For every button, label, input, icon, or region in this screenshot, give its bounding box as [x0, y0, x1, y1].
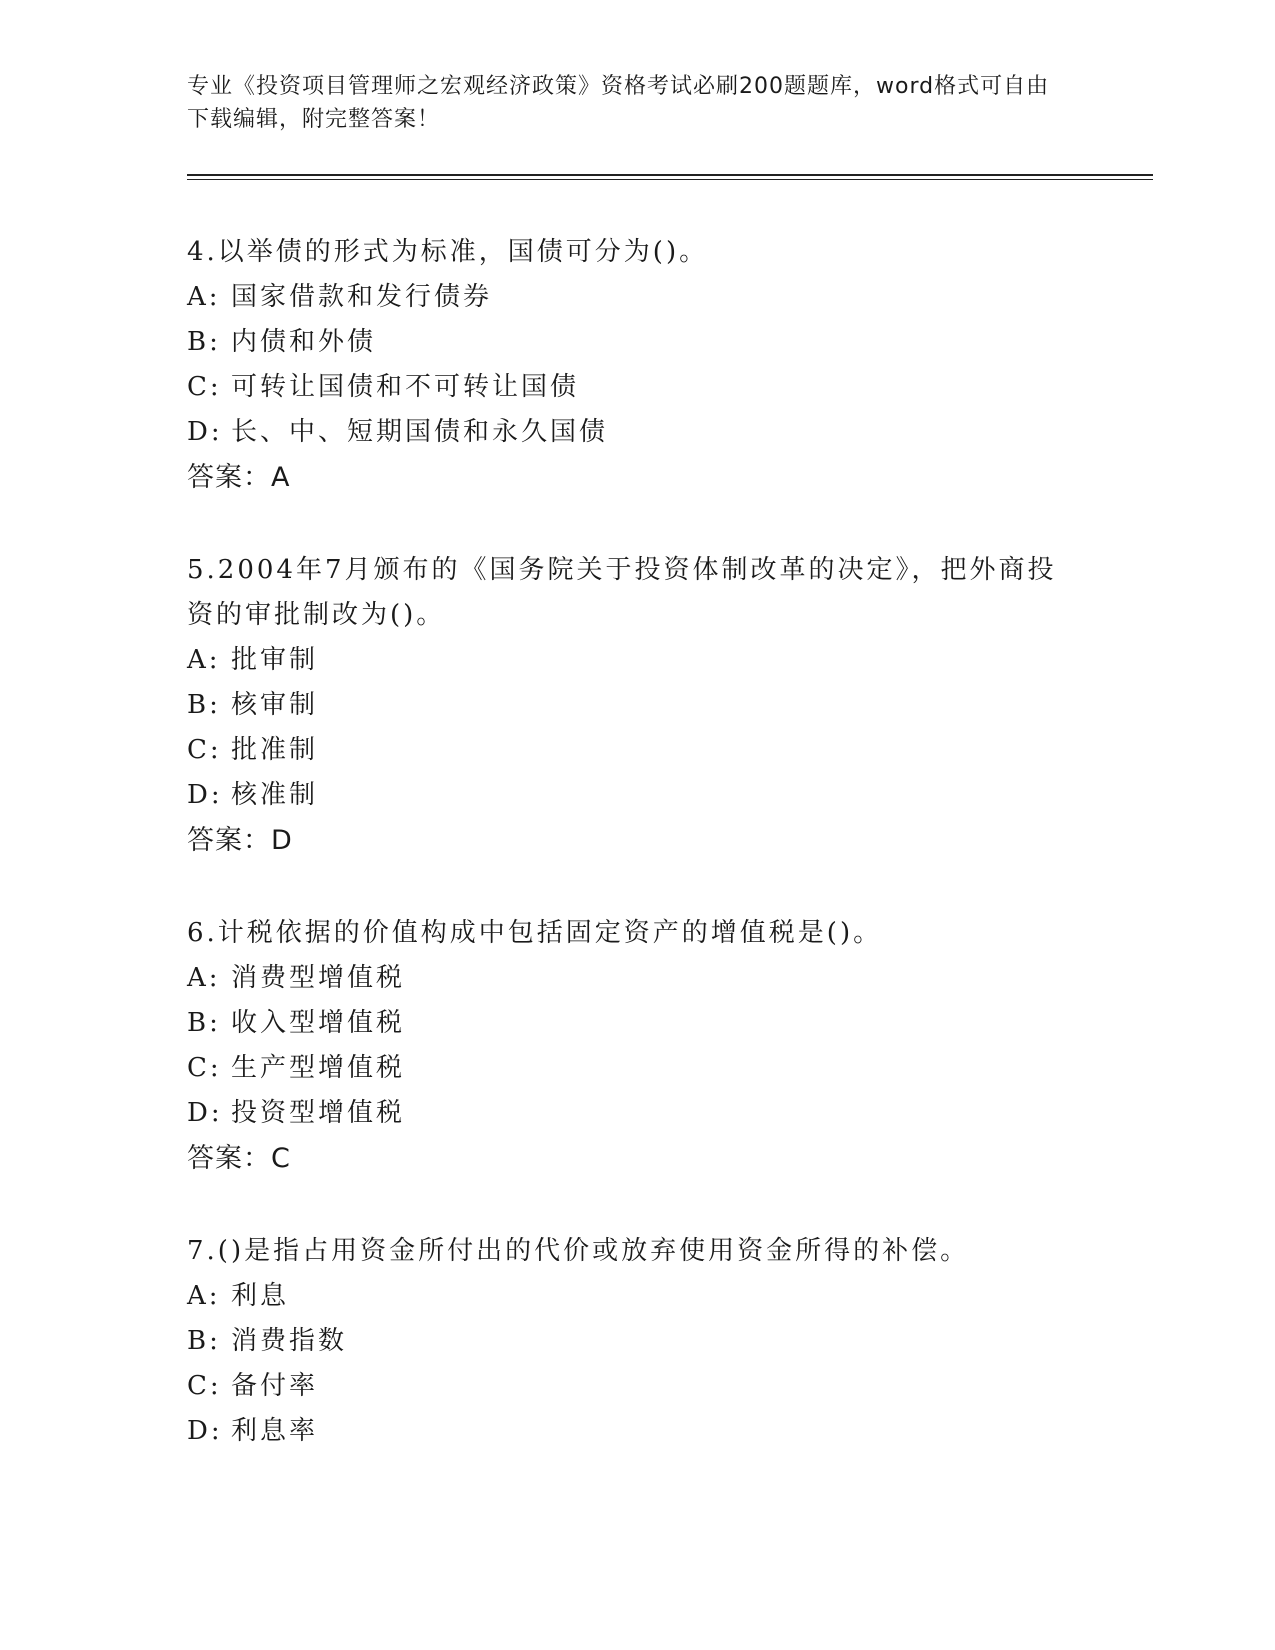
option-letter: A: [187, 963, 221, 993]
option-text: 可转让国债和不可转让国债 [231, 372, 580, 402]
option-a [187, 275, 1153, 320]
option-text: 内债和外债 [231, 327, 377, 357]
option-c [187, 728, 1153, 773]
option-c [187, 365, 1153, 410]
option-text: 利息 [231, 1281, 290, 1311]
option-b [187, 683, 1153, 728]
option-text: 核准制 [231, 780, 319, 810]
question-4 [187, 230, 1153, 501]
option-text: 生产型增值税 [231, 1053, 406, 1083]
answer-line: 答案：C [187, 1143, 291, 1174]
option-letter: B: [187, 1326, 221, 1356]
option-a [187, 638, 1153, 683]
question-5 [187, 548, 1153, 864]
option-letter: C: [187, 1371, 222, 1401]
option-letter: C: [187, 735, 222, 765]
question-7 [187, 1229, 1153, 1454]
option-d [187, 1091, 1153, 1136]
document-page [187, 70, 1153, 1501]
option-letter: A: [187, 645, 221, 675]
question-stem: 4.以举债的形式为标准，国债可分为()。 [187, 237, 709, 267]
question-list [187, 230, 1153, 1454]
option-letter: B: [187, 690, 221, 720]
header-divider [187, 174, 1153, 180]
option-letter: A: [187, 282, 221, 312]
option-text: 国家借款和发行债券 [231, 282, 493, 312]
answer-line: 答案：D [187, 825, 293, 856]
option-letter: D: [187, 780, 223, 810]
option-letter: D: [187, 1098, 223, 1128]
option-d [187, 773, 1153, 818]
option-c [187, 1046, 1153, 1091]
option-letter: D: [187, 417, 223, 447]
option-letter: C: [187, 1053, 222, 1083]
option-text: 利息率 [231, 1416, 319, 1446]
option-text: 长、中、短期国债和永久国债 [231, 417, 609, 447]
option-text: 批准制 [231, 735, 319, 765]
option-letter: B: [187, 1008, 221, 1038]
option-letter: D: [187, 1416, 223, 1446]
option-text: 消费指数 [231, 1326, 348, 1356]
document-header: 专业《投资项目管理师之宏观经济政策》资格考试必刷200题题库，word格式可自由下载编辑，附完整答案！ [187, 74, 1050, 132]
question-stem: 6.计税依据的价值构成中包括固定资产的增值税是()。 [187, 918, 883, 948]
option-c [187, 1364, 1153, 1409]
option-text: 投资型增值税 [231, 1098, 406, 1128]
option-a [187, 1274, 1153, 1319]
option-b [187, 1001, 1153, 1046]
option-d [187, 410, 1153, 455]
option-letter: B: [187, 327, 221, 357]
option-a [187, 956, 1153, 1001]
option-text: 备付率 [231, 1371, 319, 1401]
option-text: 消费型增值税 [231, 963, 406, 993]
option-letter: C: [187, 372, 222, 402]
option-letter: A: [187, 1281, 221, 1311]
question-6 [187, 911, 1153, 1182]
option-text: 收入型增值税 [231, 1008, 406, 1038]
option-text: 核审制 [231, 690, 319, 720]
question-stem: 5.2004年7月颁布的《国务院关于投资体制改革的决定》，把外商投资的审批制改为()。 [187, 555, 1057, 630]
option-b [187, 320, 1153, 365]
option-text: 批审制 [231, 645, 319, 675]
option-d [187, 1409, 1153, 1454]
question-stem: 7.()是指占用资金所付出的代价或放弃使用资金所得的补偿。 [187, 1236, 970, 1266]
answer-line: 答案：A [187, 462, 291, 493]
option-b [187, 1319, 1153, 1364]
